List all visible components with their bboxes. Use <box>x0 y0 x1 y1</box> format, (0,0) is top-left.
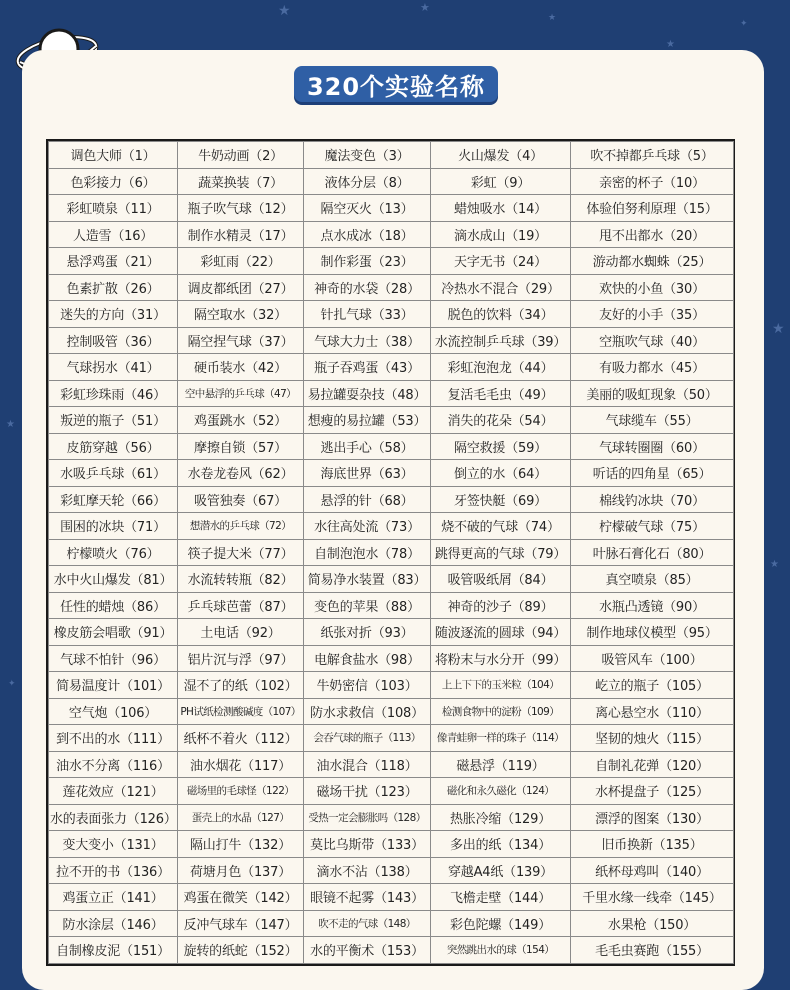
experiment-cell: 莲花效应（121） <box>49 778 178 805</box>
experiment-cell: 水吸乒乓球（61） <box>49 460 178 487</box>
table-row <box>49 301 734 328</box>
table-row <box>49 354 734 381</box>
experiment-cell: 简易净水装置（83） <box>304 566 431 593</box>
experiment-cell: 蔬菜换装（7） <box>178 168 304 195</box>
experiment-cell: 硬币装水（42） <box>178 354 304 381</box>
experiment-cell: 色彩接力（6） <box>49 168 178 195</box>
experiment-cell: 控制吸管（36） <box>49 327 178 354</box>
table-row <box>49 592 734 619</box>
table-row <box>49 486 734 513</box>
experiment-cell: 眼镜不起雾（143） <box>304 884 431 911</box>
experiment-cell: 隔空灭火（13） <box>304 195 431 222</box>
experiment-cell: 防水求救信（108） <box>304 698 431 725</box>
table-row <box>49 380 734 407</box>
experiment-cell: 穿越A4纸（139） <box>431 857 571 884</box>
star-icon: ★ <box>770 559 779 570</box>
experiment-cell: 游动都水蜘蛛（25） <box>571 248 734 275</box>
experiment-cell: 欢快的小鱼（30） <box>571 274 734 301</box>
experiment-cell: 千里水缘一线牵（145） <box>571 884 734 911</box>
experiment-cell: 气球不怕针（96） <box>49 645 178 672</box>
experiment-cell: 滴水成山（19） <box>431 221 571 248</box>
experiment-cell: 脱色的饮料（34） <box>431 301 571 328</box>
experiment-cell: 鸡蛋在微笑（142） <box>178 884 304 911</box>
experiment-cell: 牙签快艇（69） <box>431 486 571 513</box>
experiment-cell: 水的表面张力（126） <box>49 804 178 831</box>
experiment-cell: 火山爆发（4） <box>431 142 571 169</box>
experiment-cell: 屹立的瓶子（105） <box>571 672 734 699</box>
experiment-cell: 牛奶动画（2） <box>178 142 304 169</box>
experiment-cell: 想潜水的乒乓球（72） <box>178 513 304 540</box>
experiment-cell: 防水涂层（146） <box>49 910 178 937</box>
experiment-cell: 磁场干扰（123） <box>304 778 431 805</box>
table-row <box>49 539 734 566</box>
experiment-cell: 漂浮的图案（130） <box>571 804 734 831</box>
experiment-cell: 冷热水不混合（29） <box>431 274 571 301</box>
experiment-cell: 油水不分离（116） <box>49 751 178 778</box>
table-row <box>49 672 734 699</box>
experiment-cell: 吸管风车（100） <box>571 645 734 672</box>
experiment-cell: 气球拐水（41） <box>49 354 178 381</box>
experiment-cell: 消失的花朵（54） <box>431 407 571 434</box>
experiment-cell: 气球大力士（38） <box>304 327 431 354</box>
experiment-cell: 水流转转瓶（82） <box>178 566 304 593</box>
experiment-cell: 铝片沉与浮（97） <box>178 645 304 672</box>
experiment-cell: 荷塘月色（137） <box>178 857 304 884</box>
experiment-cell: 突然跳出水的球（154） <box>431 937 571 964</box>
experiment-cell: 自制橡皮泥（151） <box>49 937 178 964</box>
experiment-cell: 土电话（92） <box>178 619 304 646</box>
experiment-cell: 海底世界（63） <box>304 460 431 487</box>
experiment-cell: 到不出的水（111） <box>49 725 178 752</box>
experiment-cell: 油水混合（118） <box>304 751 431 778</box>
table-row <box>49 513 734 540</box>
experiment-cell: 有吸力都水（45） <box>571 354 734 381</box>
experiment-cell: 水往高处流（73） <box>304 513 431 540</box>
experiment-cell: 跳得更高的气球（79） <box>431 539 571 566</box>
experiment-cell: 柠檬喷火（76） <box>49 539 178 566</box>
experiment-cell: 围困的冰块（71） <box>49 513 178 540</box>
experiment-cell: 甩不出都水（20） <box>571 221 734 248</box>
experiment-cell: 纸张对折（93） <box>304 619 431 646</box>
experiment-cell: 水流控制乒乓球（39） <box>431 327 571 354</box>
experiment-cell: 迷失的方向（31） <box>49 301 178 328</box>
experiment-cell: 橡皮筋会唱歌（91） <box>49 619 178 646</box>
experiment-cell: 友好的小手（35） <box>571 301 734 328</box>
experiment-cell: 皮筋穿越（56） <box>49 433 178 460</box>
experiment-cell: 旧币换新（135） <box>571 831 734 858</box>
star-icon: ★ <box>666 39 675 50</box>
experiment-cell: 牛奶密信（103） <box>304 672 431 699</box>
experiment-cell: PH试纸检测酸碱度（107） <box>178 698 304 725</box>
experiment-cell: 吹不走的气球（148） <box>304 910 431 937</box>
experiment-cell: 彩虹珍珠雨（46） <box>49 380 178 407</box>
experiment-cell: 魔法变色（3） <box>304 142 431 169</box>
table-row <box>49 460 734 487</box>
experiment-cell: 想瘦的易拉罐（53） <box>304 407 431 434</box>
experiment-cell: 烧不破的气球（74） <box>431 513 571 540</box>
experiment-cell: 制作水精灵（17） <box>178 221 304 248</box>
star-icon: ★ <box>548 13 557 23</box>
experiment-cell: 磁化和永久磁化（124） <box>431 778 571 805</box>
star-icon: ✦ <box>740 19 748 29</box>
experiment-cell: 变大变小（131） <box>49 831 178 858</box>
experiment-cell: 鸡蛋立正（141） <box>49 884 178 911</box>
experiment-cell: 悬浮鸡蛋（21） <box>49 248 178 275</box>
experiment-cell: 拉不开的书（136） <box>49 857 178 884</box>
experiment-cell: 随波逐流的圆球（94） <box>431 619 571 646</box>
experiment-cell: 反冲气球车（147） <box>178 910 304 937</box>
experiment-cell: 调色大师（1） <box>49 142 178 169</box>
experiment-cell: 叛逆的瓶子（51） <box>49 407 178 434</box>
table-row <box>49 248 734 275</box>
experiment-cell: 鸡蛋跳水（52） <box>178 407 304 434</box>
table-row <box>49 804 734 831</box>
experiment-cell: 神奇的沙子（89） <box>431 592 571 619</box>
experiment-cell: 磁场里的毛球怪（122） <box>178 778 304 805</box>
experiment-cell: 水卷龙卷风（62） <box>178 460 304 487</box>
table-row <box>49 168 734 195</box>
table-row <box>49 910 734 937</box>
experiment-cell: 天字无书（24） <box>431 248 571 275</box>
experiment-cell: 电解食盐水（98） <box>304 645 431 672</box>
star-icon: ✦ <box>8 679 16 689</box>
experiment-cell: 点水成冰（18） <box>304 221 431 248</box>
experiment-cell: 彩虹喷泉（11） <box>49 195 178 222</box>
experiment-cell: 受热一定会膨胀吗（128） <box>304 804 431 831</box>
experiment-cell: 磁悬浮（119） <box>431 751 571 778</box>
table-row <box>49 725 734 752</box>
experiment-cell: 离心悬空水（110） <box>571 698 734 725</box>
experiment-cell: 彩虹（9） <box>431 168 571 195</box>
experiment-cell: 筷子提大米（77） <box>178 539 304 566</box>
experiment-cell: 水杯提盘子（125） <box>571 778 734 805</box>
experiment-cell: 隔空救援（59） <box>431 433 571 460</box>
experiment-cell: 倒立的水（64） <box>431 460 571 487</box>
experiment-cell: 任性的蜡烛（86） <box>49 592 178 619</box>
experiment-cell: 复活毛毛虫（49） <box>431 380 571 407</box>
table-row <box>49 195 734 222</box>
experiment-cell: 隔山打牛（132） <box>178 831 304 858</box>
table-row <box>49 937 734 964</box>
experiment-cell: 气球缆车（55） <box>571 407 734 434</box>
experiment-cell: 神奇的水袋（28） <box>304 274 431 301</box>
experiment-cell: 自制泡泡水（78） <box>304 539 431 566</box>
table-row <box>49 142 734 169</box>
experiment-cell: 坚韧的烛火（115） <box>571 725 734 752</box>
table-row <box>49 778 734 805</box>
experiment-cell: 制作地球仪模型（95） <box>571 619 734 646</box>
experiment-cell: 瓶子吹气球（12） <box>178 195 304 222</box>
star-icon: ★ <box>278 3 291 19</box>
experiment-cell: 蛋壳上的水晶（127） <box>178 804 304 831</box>
table-row <box>49 751 734 778</box>
table-row <box>49 407 734 434</box>
experiment-cell: 亲密的杯子（10） <box>571 168 734 195</box>
experiment-cell: 飞檐走壁（144） <box>431 884 571 911</box>
experiment-cell: 变色的苹果（88） <box>304 592 431 619</box>
experiment-cell: 彩虹摩天轮（66） <box>49 486 178 513</box>
experiment-cell: 乒乓球芭蕾（87） <box>178 592 304 619</box>
experiment-cell: 摩擦自锁（57） <box>178 433 304 460</box>
experiment-cell: 空中悬浮的乒乓球（47） <box>178 380 304 407</box>
table-row <box>49 327 734 354</box>
star-icon: ★ <box>420 1 430 14</box>
experiment-cell: 柠檬破气球（75） <box>571 513 734 540</box>
experiment-cell: 湿不了的纸（102） <box>178 672 304 699</box>
experiment-cell: 人造雪（16） <box>49 221 178 248</box>
experiment-cell: 叶脉石膏化石（80） <box>571 539 734 566</box>
experiment-cell: 棉线钓冰块（70） <box>571 486 734 513</box>
page-title: 320个实验名称 <box>294 66 498 102</box>
experiment-cell: 针扎气球（33） <box>304 301 431 328</box>
experiment-cell: 蜡烛吸水（14） <box>431 195 571 222</box>
experiment-cell: 纸杯不着火（112） <box>178 725 304 752</box>
experiment-cell: 莫比乌斯带（133） <box>304 831 431 858</box>
experiment-cell: 简易温度计（101） <box>49 672 178 699</box>
experiment-cell: 美丽的吸虹现象（50） <box>571 380 734 407</box>
experiment-cell: 水瓶凸透镜（90） <box>571 592 734 619</box>
table-row <box>49 566 734 593</box>
experiment-cell: 悬浮的针（68） <box>304 486 431 513</box>
experiment-cell: 彩虹泡泡龙（44） <box>431 354 571 381</box>
experiment-cell: 隔空捏气球（37） <box>178 327 304 354</box>
star-icon: ★ <box>6 419 15 430</box>
experiment-cell: 制作彩蛋（23） <box>304 248 431 275</box>
experiment-cell: 真空喷泉（85） <box>571 566 734 593</box>
experiment-cell: 液体分层（8） <box>304 168 431 195</box>
experiment-cell: 彩虹雨（22） <box>178 248 304 275</box>
experiment-cell: 气球转圈圈（60） <box>571 433 734 460</box>
experiment-cell: 空气炮（106） <box>49 698 178 725</box>
experiment-cell: 热胀冷缩（129） <box>431 804 571 831</box>
experiment-cell: 逃出手心（58） <box>304 433 431 460</box>
experiment-cell: 水的平衡术（153） <box>304 937 431 964</box>
experiment-cell: 上上下下的玉米粒（104） <box>431 672 571 699</box>
experiment-cell: 吸管独奏（67） <box>178 486 304 513</box>
experiment-cell: 吸管吸纸屑（84） <box>431 566 571 593</box>
experiment-cell: 色素扩散（26） <box>49 274 178 301</box>
experiment-cell: 旋转的纸蛇（152） <box>178 937 304 964</box>
experiment-cell: 调皮都纸团（27） <box>178 274 304 301</box>
experiment-cell: 吹不掉都乒乓球（5） <box>571 142 734 169</box>
table-row <box>49 221 734 248</box>
experiment-cell: 水中火山爆发（81） <box>49 566 178 593</box>
experiment-cell: 像青蛙卵一样的珠子（114） <box>431 725 571 752</box>
star-icon: ★ <box>772 321 785 337</box>
experiment-cell: 会吞气球的瓶子（113） <box>304 725 431 752</box>
experiment-cell: 将粉末与水分开（99） <box>431 645 571 672</box>
table-row <box>49 698 734 725</box>
table-row <box>49 857 734 884</box>
experiment-cell: 自制礼花弹（120） <box>571 751 734 778</box>
experiment-cell: 隔空取水（32） <box>178 301 304 328</box>
experiment-cell: 滴水不沾（138） <box>304 857 431 884</box>
experiment-cell: 油水烟花（117） <box>178 751 304 778</box>
experiment-cell: 多出的纸（134） <box>431 831 571 858</box>
experiment-cell: 彩色陀螺（149） <box>431 910 571 937</box>
experiment-table <box>46 139 735 966</box>
experiment-cell: 听话的四角星（65） <box>571 460 734 487</box>
experiment-cell: 水果枪（150） <box>571 910 734 937</box>
experiment-cell: 纸杯母鸡叫（140） <box>571 857 734 884</box>
experiment-cell: 毛毛虫赛跑（155） <box>571 937 734 964</box>
experiment-cell: 体验伯努利原理（15） <box>571 195 734 222</box>
table-row <box>49 619 734 646</box>
table-row <box>49 274 734 301</box>
experiment-table-body <box>49 142 734 964</box>
experiment-cell: 瓶子吞鸡蛋（43） <box>304 354 431 381</box>
table-row <box>49 884 734 911</box>
experiment-cell: 检测食物中的淀粉（109） <box>431 698 571 725</box>
table-row <box>49 433 734 460</box>
table-row <box>49 645 734 672</box>
experiment-cell: 空瓶吹气球（40） <box>571 327 734 354</box>
experiment-cell: 易拉罐耍杂技（48） <box>304 380 431 407</box>
table-row <box>49 831 734 858</box>
